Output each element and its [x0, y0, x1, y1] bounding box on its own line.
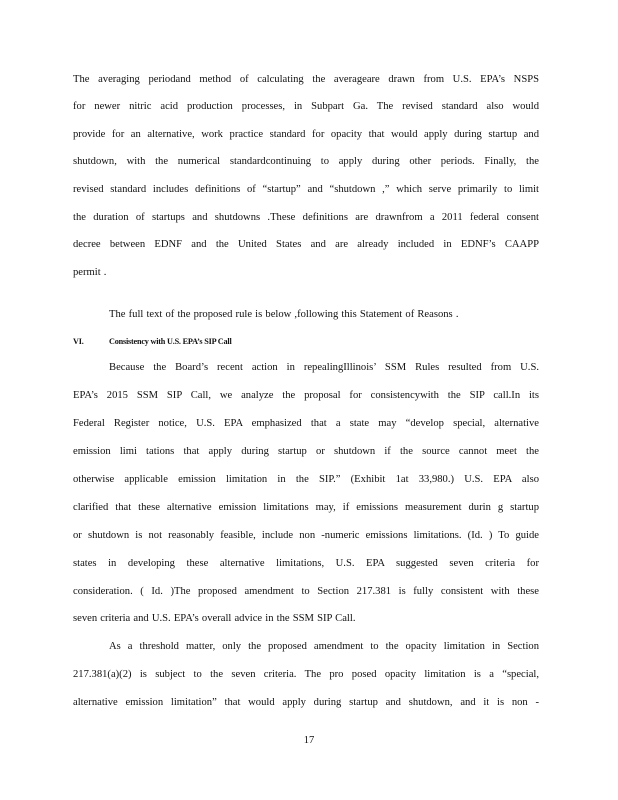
section-title: Consistency with U.S. EPA’s SIP Call	[109, 337, 232, 346]
p1-line-6: the duration of startups and shutdowns .These definitions are drawnfrom a 2011 federal consent	[73, 212, 539, 223]
p1-line-1: The averaging periodand method of calculating the averageare drawn from U.S. EPA’s NSPS	[73, 74, 539, 85]
p3-line-9: consideration. ( Id. )The proposed amendment to Section 217.381 is fully consistent with these	[73, 586, 539, 597]
p3-line-3: Federal Register notice, U.S. EPA emphasized that a state may “develop special, alternative	[73, 418, 539, 429]
p4-line-1: As a threshold matter, only the proposed amendment to the opacity limitation in Section	[109, 641, 539, 652]
p3-line-2: EPA’s 2015 SSM SIP Call, we analyze the proposal for consistencywith the SIP call.In its	[73, 390, 539, 401]
p4-line-2: 217.381(a)(2) is subject to the seven criteria. The pro posed opacity limitation is a “special,	[73, 669, 539, 680]
p1-line-7: decree between EDNF and the United States and are already included in EDNF’s CAAPP	[73, 239, 539, 250]
section-heading	[73, 336, 293, 348]
p2-line-1: The full text of the proposed rule is below ,following this Statement of Reasons .	[109, 309, 459, 320]
p3-line-7: or shutdown is not reasonably feasible, include non -numeric emissions limitations. (Id. ) To guide	[73, 530, 539, 541]
p3-line-10: seven criteria and U.S. EPA’s overall advice in the SSM SIP Call.	[73, 613, 356, 624]
section-number: VI.	[73, 337, 84, 346]
p1-line-5: revised standard includes definitions of “startup” and “shutdown ,” which serve primarily to limit	[73, 184, 539, 195]
p1-line-3: provide for an alternative, work practice standard for opacity that would apply during startup and	[73, 129, 539, 140]
p1-line-4: shutdown, with the numerical standardcontinuing to apply during other periods. Finally, the	[73, 156, 539, 167]
p3-line-1: Because the Board’s recent action in repealingIllinois’ SSM Rules resulted from U.S.	[109, 362, 539, 373]
p1-line-2: for newer nitric acid production processes, in Subpart Ga. The revised standard also would	[73, 101, 539, 112]
p3-line-4: emission limi tations that apply during startup or shutdown if the source cannot meet the	[73, 446, 539, 457]
page-number: 17	[303, 735, 315, 746]
p3-line-6: clarified that these alternative emission limitations may, if emissions measurement durin g startup	[73, 502, 539, 513]
p1-line-8: permit .	[73, 267, 107, 278]
p3-line-8: states in developing these alternative limitations, U.S. EPA suggested seven criteria for	[73, 558, 539, 569]
p3-line-5: otherwise applicable emission limitation in the SIP.” (Exhibit 1at 33,980.) U.S. EPA also	[73, 474, 539, 485]
p4-line-3: alternative emission limitation” that would apply during startup and shutdown, and it is non -	[73, 697, 539, 708]
